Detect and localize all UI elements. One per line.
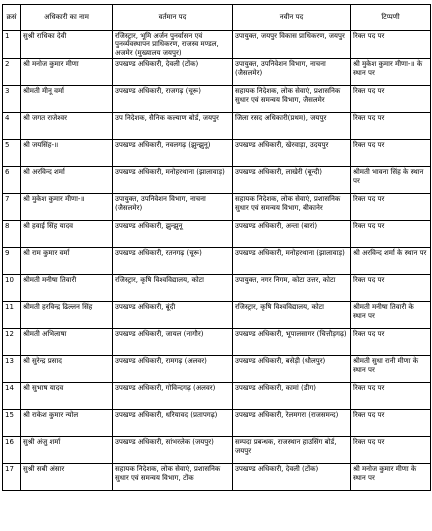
cell-sn: 1 — [3, 31, 21, 59]
cell-sn: 16 — [3, 437, 21, 464]
cell-sn: 3 — [3, 86, 21, 113]
cell-officer-name: श्री मनोज कुमार मीणा — [21, 59, 113, 86]
table-row — [3, 464, 431, 491]
cell-remark: रिक्त पद पर — [351, 221, 431, 248]
cell-sn: 5 — [3, 140, 21, 167]
cell-new-post: उपायुक्त, जयपुर विकास प्राधिकरण, जयपुर — [233, 31, 351, 59]
cell-officer-name: श्री अरविन्द शर्मा — [21, 167, 113, 194]
cell-current-post: सहायक निदेशक, लोक सेवाएं, प्रशासनिक सुधार एवं समन्वय विभाग, टोंक — [113, 464, 233, 491]
cell-officer-name: श्रीमती मनीषा तिवारी — [21, 275, 113, 302]
cell-current-post: उपखण्ड अधिकारी, गोविन्दगढ़ (अलवर) — [113, 383, 233, 410]
cell-officer-name: श्री मुकेश कुमार मीणा-॥ — [21, 194, 113, 221]
cell-remark: रिक्त पद पर — [351, 275, 431, 302]
cell-new-post: उपखण्ड अधिकारी, कामां (डीग) — [233, 383, 351, 410]
cell-new-post: उपखण्ड अधिकारी, बसेड़ी (धौलपुर) — [233, 356, 351, 383]
cell-sn: 2 — [3, 59, 21, 86]
cell-sn: 8 — [3, 221, 21, 248]
cell-new-post: उपखण्ड अधिकारी, देवली (टोंक) — [233, 464, 351, 491]
transfer-table — [2, 4, 431, 491]
cell-remark: श्री मुकेश कुमार मीणा-॥ के स्थान पर — [351, 59, 431, 86]
table-row — [3, 113, 431, 140]
cell-new-post: सहायक निदेशक, लोक सेवाएं, प्रशासनिक सुधार एवं समन्वय विभाग, जैसलमेर — [233, 86, 351, 113]
cell-remark: रिक्त पद पर — [351, 86, 431, 113]
cell-sn: 11 — [3, 302, 21, 329]
cell-current-post: उपखण्ड अधिकारी, नवलगढ़ (झुन्झुनू) — [113, 140, 233, 167]
cell-remark: श्रीमती भावना सिंह के स्थान पर — [351, 167, 431, 194]
table-row — [3, 356, 431, 383]
cell-officer-name: श्रीमती मीनू वर्मा — [21, 86, 113, 113]
cell-remark: रिक्त पद पर — [351, 140, 431, 167]
header-new-post: नवीन पद — [233, 5, 351, 31]
cell-current-post: उप निदेशक, सैनिक कल्याण बोर्ड, जयपुर — [113, 113, 233, 140]
cell-remark: रिक्त पद पर — [351, 329, 431, 356]
cell-officer-name: श्री सुभाष यादव — [21, 383, 113, 410]
cell-sn: 15 — [3, 410, 21, 437]
cell-current-post: उपखण्ड अधिकारी, झुन्झुनू — [113, 221, 233, 248]
table-row — [3, 248, 431, 275]
table-row — [3, 140, 431, 167]
header-name: अधिकारी का नाम — [21, 5, 113, 31]
table-row — [3, 221, 431, 248]
cell-current-post: उपखण्ड अधिकारी, जायल (नागौर) — [113, 329, 233, 356]
table-row — [3, 329, 431, 356]
table-row — [3, 167, 431, 194]
cell-current-post: उपखण्ड अधिकारी, राजगढ़ (चूरू) — [113, 86, 233, 113]
cell-new-post: उपायुक्त, नगर निगम, कोटा उत्तर, कोटा — [233, 275, 351, 302]
cell-new-post: उपखण्ड अधिकारी, खेरवाड़ा, उदयपुर — [233, 140, 351, 167]
header-remark: टिप्पणी — [351, 5, 431, 31]
cell-remark: श्री मनोज कुमार मीणा के स्थान पर — [351, 464, 431, 491]
cell-new-post: उपखण्ड अधिकारी, रेलमगरा (राजसमन्द) — [233, 410, 351, 437]
cell-current-post: उपखण्ड अधिकारी, देवली (टोंक) — [113, 59, 233, 86]
cell-officer-name: श्री सुरेन्द्र प्रसाद — [21, 356, 113, 383]
cell-new-post: उपखण्ड अधिकारी, लाखेरी (बून्दी) — [233, 167, 351, 194]
cell-sn: 6 — [3, 167, 21, 194]
cell-sn: 13 — [3, 356, 21, 383]
table-row — [3, 383, 431, 410]
cell-new-post: रजिस्ट्रार, कृषि विश्वविद्यालय, कोटा — [233, 302, 351, 329]
table-row — [3, 31, 431, 59]
cell-sn: 10 — [3, 275, 21, 302]
cell-officer-name: सुश्री अंजु शर्मा — [21, 437, 113, 464]
cell-officer-name: श्री जयसिंह-॥ — [21, 140, 113, 167]
cell-officer-name: सुश्री राधिका देवी — [21, 31, 113, 59]
cell-new-post: उपखण्ड अधिकारी, मनोहरथाना (झालावाड़) — [233, 248, 351, 275]
cell-sn: 9 — [3, 248, 21, 275]
cell-remark: रिक्त पद पर — [351, 194, 431, 221]
cell-sn: 4 — [3, 113, 21, 140]
cell-officer-name: श्रीमती हरविन्द्र ढिल्लन सिंह — [21, 302, 113, 329]
cell-new-post: उपखण्ड अधिकारी, अन्ता (बारां) — [233, 221, 351, 248]
cell-remark: रिक्त पद पर — [351, 410, 431, 437]
cell-remark: रिक्त पद पर — [351, 383, 431, 410]
table-row — [3, 437, 431, 464]
table-row — [3, 59, 431, 86]
cell-new-post: सहायक निदेशक, लोक सेवाएं, प्रशासनिक सुधार एवं समन्वय विभाग, बीकानेर — [233, 194, 351, 221]
cell-current-post: रजिस्ट्रार, भूमि अर्जन पुनर्वासन एवं पुनर्व्यवस्थापन प्राधिकरण, राजस्व मण्डल, अजमेर (मुख्यालय जयपुर) — [113, 31, 233, 59]
header-sn: क्रसं — [3, 5, 21, 31]
cell-remark: रिक्त पद पर — [351, 437, 431, 464]
cell-new-post: उपखण्ड अधिकारी, भूपालसागर (चित्तौड़गढ़) — [233, 329, 351, 356]
cell-current-post: रजिस्ट्रार, कृषि विश्वविद्यालय, कोटा — [113, 275, 233, 302]
cell-current-post: उपखण्ड अधिकारी, धरियावद (प्रतापगढ़) — [113, 410, 233, 437]
cell-remark: रिक्त पद पर — [351, 113, 431, 140]
cell-officer-name: श्रीमती अभिलाषा — [21, 329, 113, 356]
cell-sn: 7 — [3, 194, 21, 221]
cell-officer-name: श्री हवाई सिंह यादव — [21, 221, 113, 248]
header-row — [3, 5, 431, 31]
cell-new-post: जिला रसद अधिकारी(प्रथम), जयपुर — [233, 113, 351, 140]
cell-officer-name: श्री जगत राजेश्वर — [21, 113, 113, 140]
cell-current-post: उपखण्ड अधिकारी, मनोहरथाना (झालावाड़) — [113, 167, 233, 194]
cell-current-post: उपखण्ड अधिकारी, सांभरलेक (जयपुर) — [113, 437, 233, 464]
cell-remark: श्रीमती मनीषा तिवारी के स्थान पर — [351, 302, 431, 329]
table-row — [3, 194, 431, 221]
cell-remark: श्री अरविन्द शर्मा के स्थान पर — [351, 248, 431, 275]
header-current-post: वर्तमान पद — [113, 5, 233, 31]
transfer-order-sheet — [2, 4, 430, 491]
cell-current-post: उपखण्ड अधिकारी, बूंदी — [113, 302, 233, 329]
cell-remark: श्रीमती सुधा रानी मीणा के स्थान पर — [351, 356, 431, 383]
cell-officer-name: श्री राकेश कुमार न्योल — [21, 410, 113, 437]
cell-current-post: उपखण्ड अधिकारी, रामगढ़ (अलवर) — [113, 356, 233, 383]
table-row — [3, 302, 431, 329]
cell-current-post: उपखण्ड अधिकारी, रतनगढ़ (चूरू) — [113, 248, 233, 275]
cell-new-post: उपायुक्त, उपनिवेशन विभाग, नाचना (जैसलमेर) — [233, 59, 351, 86]
cell-sn: 17 — [3, 464, 21, 491]
cell-officer-name: श्री राम कुमार वर्मा — [21, 248, 113, 275]
table-row — [3, 410, 431, 437]
table-row — [3, 86, 431, 113]
cell-officer-name: सुश्री सबी अंसार — [21, 464, 113, 491]
table-row — [3, 275, 431, 302]
cell-sn: 12 — [3, 329, 21, 356]
cell-new-post: सम्पदा प्रबन्धक, राजस्थान हाउसिंग बोर्ड, जयपुर — [233, 437, 351, 464]
cell-current-post: उपायुक्त, उपनिवेशन विभाग, नाचना (जैसलमेर) — [113, 194, 233, 221]
cell-sn: 14 — [3, 383, 21, 410]
cell-remark: रिक्त पद पर — [351, 31, 431, 59]
table-body — [3, 31, 431, 491]
